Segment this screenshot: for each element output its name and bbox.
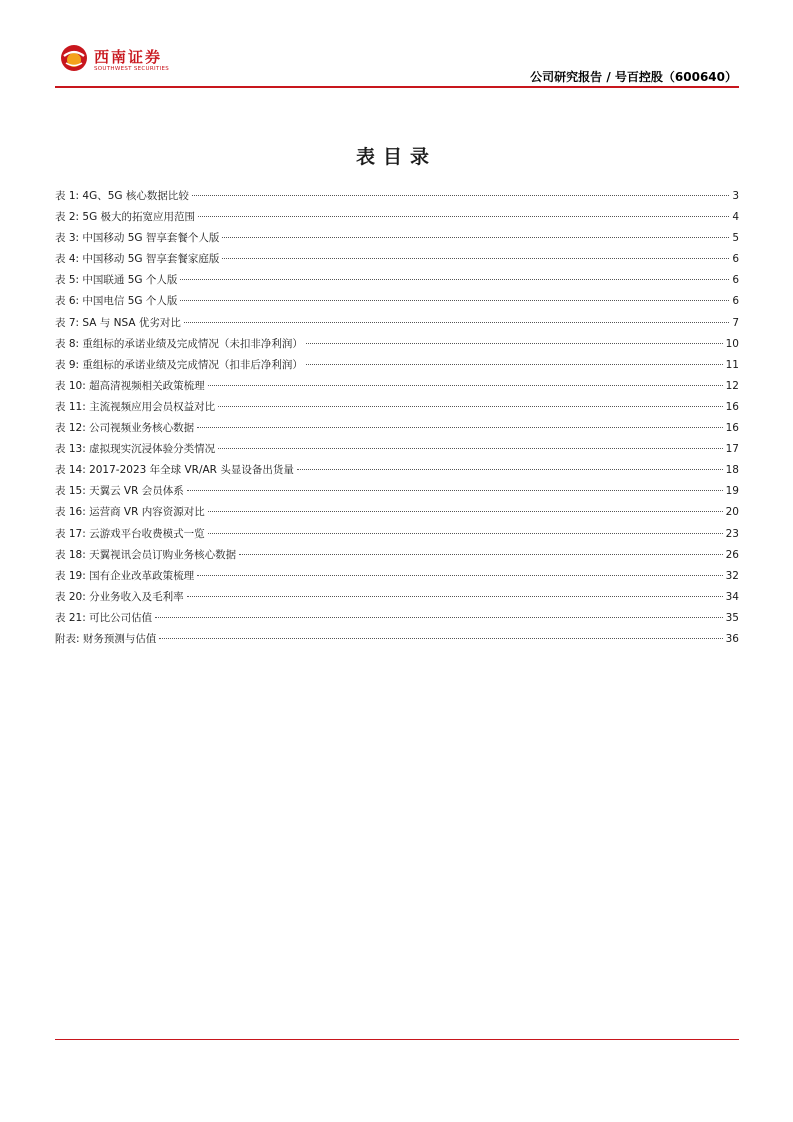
- toc-leader-dots: [197, 427, 723, 428]
- toc-entry-page[interactable]: 32: [725, 569, 739, 582]
- toc-entry-label[interactable]: 表 1: 4G、5G 核心数据比较: [55, 190, 189, 202]
- toc-entry-label[interactable]: 表 13: 虚拟现实沉浸体验分类情况: [55, 443, 216, 456]
- toc-entry-label[interactable]: 表 3: 中国移动 5G 智享套餐个人版: [55, 232, 220, 245]
- toc-leader-dots: [239, 554, 723, 555]
- toc-entry[interactable]: [55, 460, 739, 481]
- toc-entry-page[interactable]: 36: [725, 632, 739, 645]
- toc-entry-label[interactable]: 表 2: 5G 极大的拓宽应用范围: [55, 211, 196, 224]
- toc-entry-label[interactable]: 表 10: 超高清视频相关政策梳理: [55, 379, 205, 392]
- toc-entry-label[interactable]: 表 5: 中国联通 5G 个人版: [55, 274, 178, 287]
- toc-entry[interactable]: [55, 439, 739, 460]
- toc-entry-label[interactable]: 表 16: 运营商 VR 内容资源对比: [55, 506, 205, 519]
- toc-entry-page[interactable]: 7: [732, 316, 739, 329]
- toc-entry[interactable]: [55, 587, 739, 608]
- toc-entry-page[interactable]: 34: [725, 590, 739, 603]
- toc-entry-page[interactable]: 3: [732, 190, 739, 202]
- toc-entry[interactable]: [55, 313, 739, 334]
- toc-entry-label[interactable]: 表 14: 2017-2023 年全球 VR/AR 头显设备出货量: [55, 464, 294, 477]
- report-title: 公司研究报告 / 号百控股（600640）: [530, 70, 737, 84]
- toc-entry-label[interactable]: 表 20: 分业务收入及毛利率: [55, 590, 184, 603]
- toc-leader-dots: [208, 533, 723, 534]
- toc-leader-dots: [208, 511, 723, 512]
- toc-entry[interactable]: [55, 524, 739, 545]
- toc-entry[interactable]: [55, 545, 739, 566]
- toc-leader-dots: [192, 195, 729, 196]
- toc-entry-page[interactable]: 20: [725, 506, 739, 519]
- toc-entry-page[interactable]: 6: [732, 253, 739, 266]
- toc-entry-label[interactable]: 表 21: 可比公司估值: [55, 611, 153, 624]
- toc-entry-label[interactable]: 表 19: 国有企业改革政策梳理: [55, 569, 195, 582]
- toc-entry-page[interactable]: 6: [732, 295, 739, 308]
- toc-entry-page[interactable]: 6: [732, 274, 739, 287]
- toc-leader-dots: [180, 300, 729, 301]
- toc-leader-dots: [155, 617, 723, 618]
- toc-entry-label[interactable]: 表 9: 重组标的承诺业绩及完成情况（扣非后净利润）: [55, 358, 303, 371]
- toc-entry[interactable]: [55, 376, 739, 397]
- page-header: [0, 0, 793, 90]
- table-of-contents: [55, 186, 739, 650]
- toc-entry[interactable]: [55, 502, 739, 523]
- toc-entry-page[interactable]: 35: [725, 611, 739, 624]
- toc-leader-dots: [187, 596, 723, 597]
- toc-entry[interactable]: [55, 608, 739, 629]
- toc-leader-dots: [180, 279, 729, 280]
- toc-entry-page[interactable]: 17: [725, 443, 739, 456]
- toc-entry[interactable]: [55, 397, 739, 418]
- toc-entry-page[interactable]: 16: [725, 422, 739, 435]
- toc-leader-dots: [208, 385, 723, 386]
- logo-emblem-icon: [60, 44, 88, 72]
- toc-entry-label[interactable]: 表 15: 天翼云 VR 会员体系: [55, 485, 184, 498]
- toc-entry-page[interactable]: 10: [725, 337, 739, 350]
- logo-subtext: SOUTHWEST SECURITIES: [94, 66, 170, 72]
- header-divider: [55, 86, 739, 88]
- toc-entry-page[interactable]: 11: [725, 358, 739, 371]
- toc-leader-dots: [218, 448, 723, 449]
- toc-entry-page[interactable]: 12: [725, 379, 739, 392]
- toc-entry[interactable]: [55, 270, 739, 291]
- toc-leader-dots: [197, 575, 723, 576]
- toc-leader-dots: [184, 322, 729, 323]
- toc-entry-page[interactable]: 5: [732, 232, 739, 245]
- toc-entry[interactable]: [55, 186, 739, 207]
- logo-text: 西南证券: [94, 48, 163, 66]
- toc-entry-page[interactable]: 4: [732, 211, 739, 224]
- toc-entry[interactable]: [55, 418, 739, 439]
- toc-leader-dots: [187, 490, 723, 491]
- toc-leader-dots: [159, 638, 722, 639]
- toc-leader-dots: [222, 258, 729, 259]
- toc-leader-dots: [297, 469, 723, 470]
- toc-entry[interactable]: [55, 228, 739, 249]
- footer-divider: [55, 1039, 739, 1040]
- toc-entry-page[interactable]: 18: [725, 464, 739, 477]
- toc-entry[interactable]: [55, 207, 739, 228]
- toc-entry[interactable]: [55, 629, 739, 650]
- toc-entry-label[interactable]: 表 18: 天翼视讯会员订购业务核心数据: [55, 548, 237, 561]
- toc-leader-dots: [222, 237, 729, 238]
- company-logo: [60, 44, 190, 80]
- toc-entry-label[interactable]: 表 7: SA 与 NSA 优劣对比: [55, 316, 181, 329]
- toc-entry-page[interactable]: 19: [725, 485, 739, 498]
- toc-entry-label[interactable]: 附表: 财务预测与估值: [55, 632, 157, 645]
- page-title: 表目录: [355, 146, 437, 168]
- toc-leader-dots: [218, 406, 723, 407]
- toc-leader-dots: [306, 364, 723, 365]
- toc-entry[interactable]: [55, 334, 739, 355]
- toc-leader-dots: [306, 343, 723, 344]
- toc-entry[interactable]: [55, 249, 739, 270]
- toc-entry-label[interactable]: 表 12: 公司视频业务核心数据: [55, 422, 195, 435]
- toc-entry-label[interactable]: 表 11: 主流视频应用会员权益对比: [55, 400, 216, 413]
- toc-entry[interactable]: [55, 355, 739, 376]
- toc-entry-page[interactable]: 23: [725, 527, 739, 540]
- toc-leader-dots: [198, 216, 729, 217]
- toc-entry[interactable]: [55, 566, 739, 587]
- toc-entry-label[interactable]: 表 6: 中国电信 5G 个人版: [55, 295, 178, 308]
- toc-entry-label[interactable]: 表 4: 中国移动 5G 智享套餐家庭版: [55, 253, 220, 266]
- toc-entry[interactable]: [55, 481, 739, 502]
- toc-entry-label[interactable]: 表 8: 重组标的承诺业绩及完成情况（未扣非净利润）: [55, 337, 303, 350]
- toc-entry-page[interactable]: 26: [725, 548, 739, 561]
- toc-entry-page[interactable]: 16: [725, 400, 739, 413]
- toc-entry[interactable]: [55, 291, 739, 312]
- toc-entry-label[interactable]: 表 17: 云游戏平台收费模式一览: [55, 527, 205, 540]
